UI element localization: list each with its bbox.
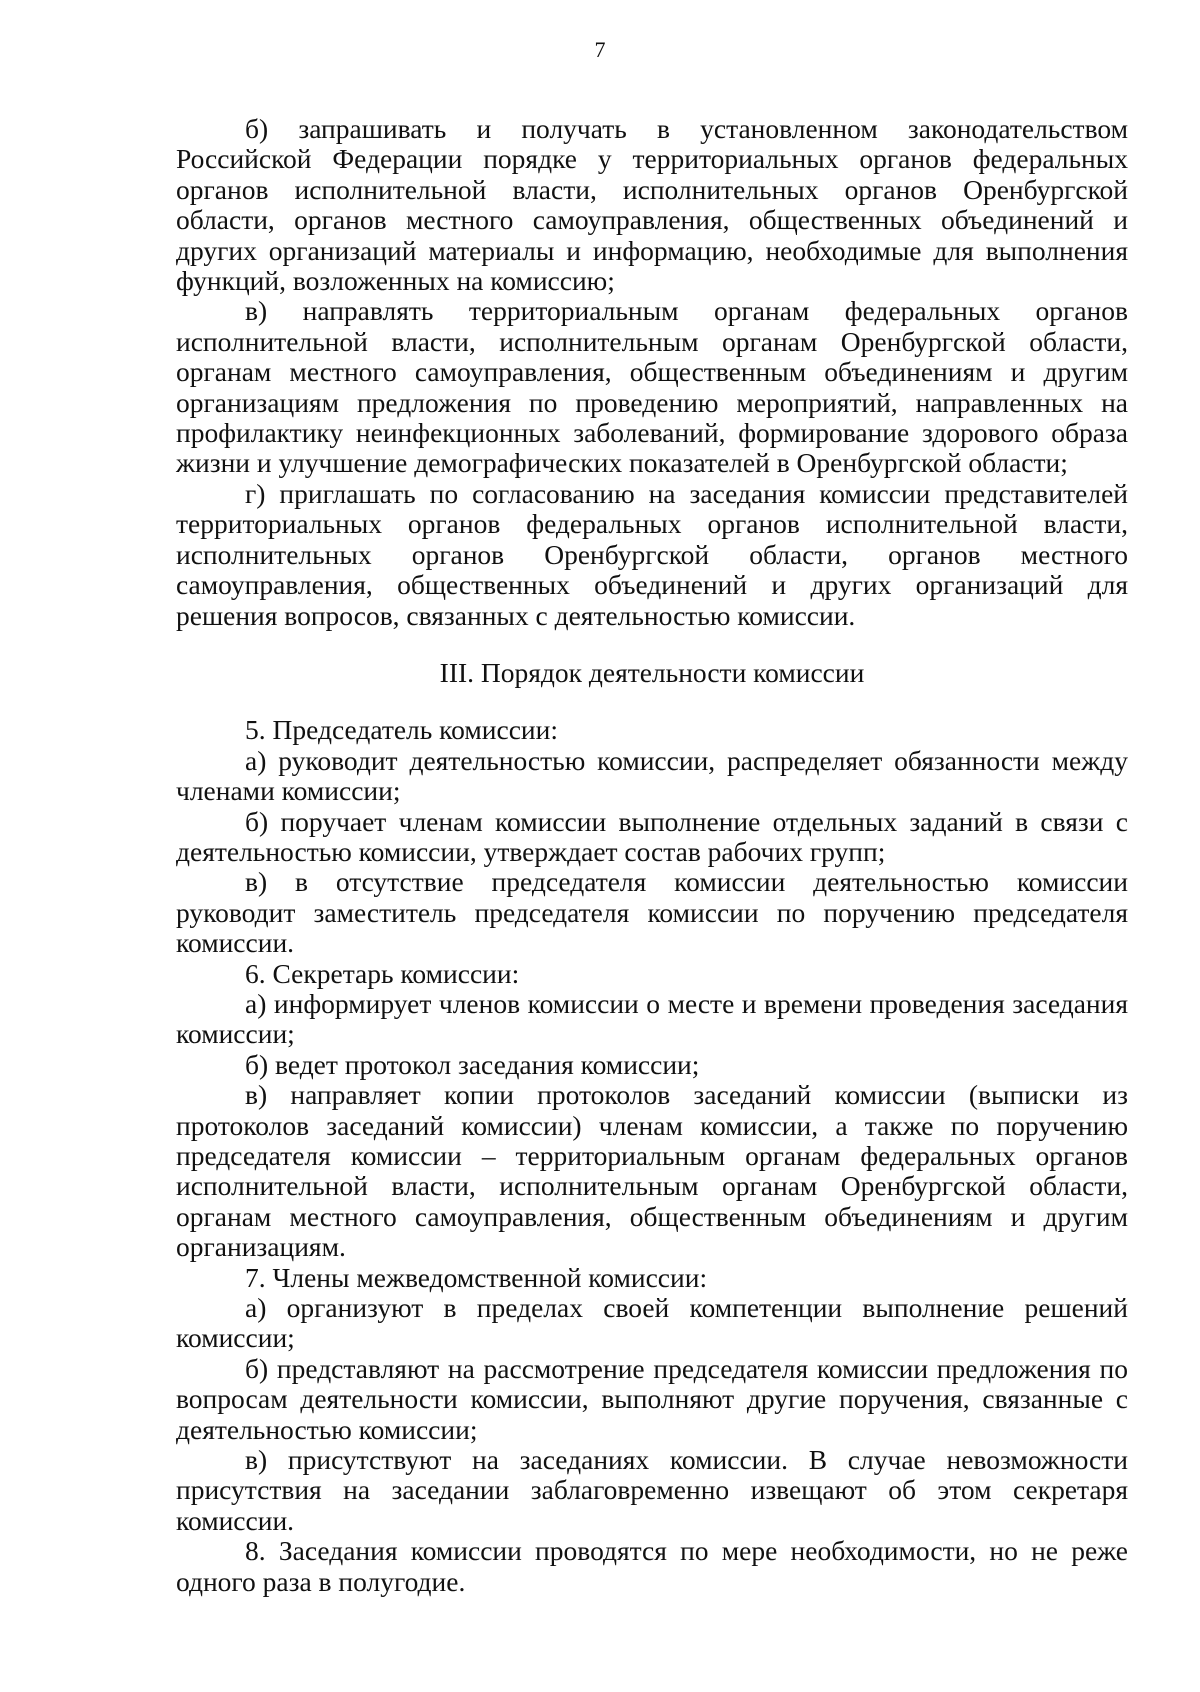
paragraph-5a: а) руководит деятельностью комиссии, распределяет обязанности между членами комиссии; — [176, 744, 1128, 807]
page-number: 7 — [594, 37, 606, 62]
paragraph-g-invite-representatives: г) приглашать по согласованию на заседания комиссии представителей территориальных органов федеральных органов исполнительной власти, исполнительных органов Оренбургской области, органов местного самоуправления, общественных объединений и других организаций для решения вопросов, связанных с деятельностью комиссии. — [176, 477, 1128, 631]
paragraph-7a: а) организуют в пределах своей компетенции выполнение решений комиссии; — [176, 1292, 1128, 1354]
paragraph-6b: б) ведет протокол заседания комиссии; — [245, 1048, 700, 1080]
paragraph-6a: а) информирует членов комиссии о месте и времени проведения заседания комиссии; — [176, 987, 1128, 1050]
paragraph-b-request-information: б) запрашивать и получать в установленном законодательством Российской Федерации порядке у территориальных органов федеральных органов исполнительной власти, исполнительных органов Оренбургской области, органов местного самоуправления, общественных объединений и других организаций материалы и информацию, необходимые для выполнения функций, возложенных на комиссию; — [176, 113, 1128, 297]
paragraph-5b: б) поручает членам комиссии выполнение отдельных заданий в связи с деятельностью комиссии, утверждает состав рабочих групп; — [176, 805, 1128, 867]
paragraph-5v: в) в отсутствие председателя комиссии деятельностью комиссии руководит заместитель председателя комиссии по поручению председателя комиссии. — [176, 866, 1128, 959]
paragraph-6-secretary: 6. Секретарь комиссии: — [245, 957, 520, 989]
paragraph-v-send-proposals: в) направлять территориальным органам федеральных органов исполнительной власти, исполнительным органам Оренбургской области, органам местного самоуправления, общественным объединениям и другим организациям предложения по проведению мероприятий, направленных на профилактику неинфекционных заболеваний, формирование здорового образа жизни и улучшение демографических показателей в Оренбургской области; — [176, 295, 1128, 479]
paragraph-8-meetings: 8. Заседания комиссии проводятся по мере необходимости, но не реже одного раза в полугодие. — [176, 1535, 1128, 1597]
paragraph-6v: в) направляет копии протоколов заседаний комиссии (выписки из протоколов заседаний комиссии) членам комиссии, а также по поручению председателя комиссии – территориальным органам федеральных органов исполнительной власти, исполнительным органам Оренбургской области, органам местного самоуправления, общественным объединениям и другим организациям. — [176, 1079, 1128, 1263]
document-body — [176, 114, 1128, 1597]
section-heading: III. Порядок деятельности комиссии — [439, 656, 865, 688]
paragraph-5-chairman: 5. Председатель комиссии: — [245, 714, 558, 746]
paragraph-7v: в) присутствуют на заседаниях комиссии. В случае невозможности присутствия на заседании заблаговременно извещают об этом секретаря комиссии. — [176, 1444, 1128, 1536]
paragraph-7-members: 7. Члены межведомственной комиссии: — [245, 1261, 708, 1293]
paragraph-7b: б) представляют на рассмотрение председателя комиссии предложения по вопросам деятельности комиссии, выполняют другие поручения, связанные с деятельностью комиссии; — [176, 1352, 1128, 1445]
